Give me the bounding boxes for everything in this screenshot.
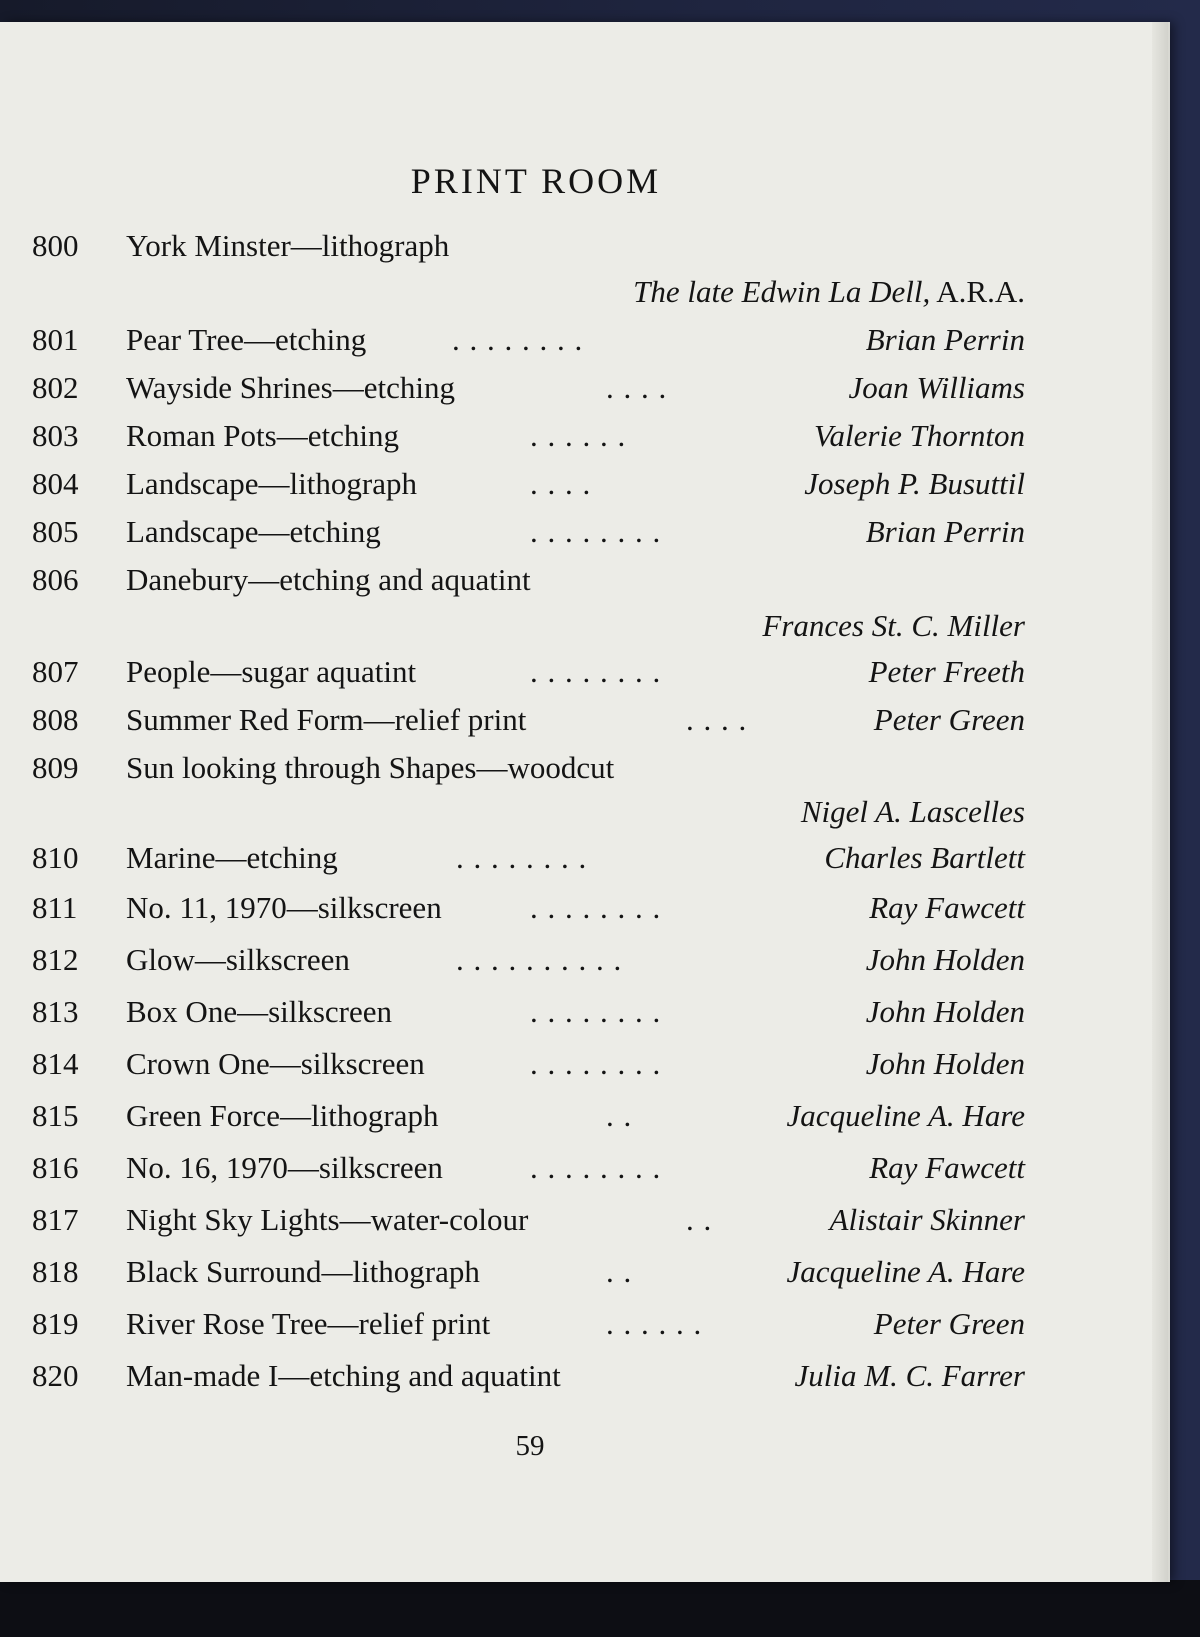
- entry-number: 818: [32, 1254, 79, 1289]
- entry-artist: Julia M. C. Farrer: [794, 1358, 1025, 1393]
- artist-name: The late Edwin La Dell,: [633, 274, 931, 309]
- catalogue-entry: [0, 1040, 1168, 1088]
- leader-dots: . . . . . . . . . .: [456, 942, 623, 977]
- entry-artist: Jacqueline A. Hare: [786, 1098, 1025, 1133]
- entry-title: Danebury—etching and aquatint: [126, 562, 531, 597]
- entry-title: Green Force—lithograph: [126, 1098, 439, 1133]
- leader-dots: . . . . . . . .: [530, 994, 662, 1029]
- entry-title: Glow—silkscreen: [126, 942, 350, 977]
- entry-title: River Rose Tree—relief print: [126, 1306, 491, 1341]
- catalogue-entry: [0, 556, 1168, 604]
- entry-artist: Valerie Thornton: [814, 418, 1025, 453]
- catalogue-entry: [0, 364, 1168, 412]
- entry-artist: [633, 268, 1025, 316]
- catalogue-entry: [0, 508, 1168, 556]
- catalogue-entry: [0, 1248, 1168, 1296]
- entry-title: Crown One—silkscreen: [126, 1046, 425, 1081]
- leader-dots: . . . . . . . .: [530, 890, 662, 925]
- background-strip: [0, 1580, 1200, 1637]
- entry-title: No. 16, 1970—silkscreen: [126, 1150, 443, 1185]
- entry-artist: Joseph P. Busuttil: [804, 466, 1025, 501]
- catalogue-entry: [0, 988, 1168, 1036]
- entry-number: 811: [32, 890, 78, 925]
- entry-number: 806: [32, 562, 79, 597]
- catalogue-entry: [0, 1092, 1168, 1140]
- entry-title: Pear Tree—etching: [126, 322, 367, 357]
- entry-title: Man-made I—etching and aquatint: [126, 1358, 561, 1393]
- entry-number: 807: [32, 654, 79, 689]
- leader-dots: . . . . . . . .: [456, 840, 588, 875]
- entry-number: 809: [32, 750, 79, 785]
- entry-number: 804: [32, 466, 79, 501]
- catalogue-entry: [0, 1352, 1168, 1400]
- entry-number: 813: [32, 994, 79, 1029]
- entry-title: People—sugar aquatint: [126, 654, 417, 689]
- entry-number: 819: [32, 1306, 79, 1341]
- entry-title: Landscape—lithograph: [126, 466, 417, 501]
- leader-dots: . . . . . .: [606, 1306, 703, 1341]
- catalogue-entry: [0, 222, 1168, 270]
- leader-dots: . . . . . . . .: [530, 1150, 662, 1185]
- catalogue-entry: [0, 1300, 1168, 1348]
- entry-artist: Frances St. C. Miller: [762, 608, 1025, 643]
- leader-dots: . . . . . .: [530, 418, 627, 453]
- artist-suffix: A.R.A.: [930, 274, 1025, 309]
- entry-artist: Peter Freeth: [868, 654, 1025, 689]
- leader-dots: . . . .: [530, 466, 592, 501]
- leader-dots: . . . . . . . .: [530, 654, 662, 689]
- page-heading: PRINT ROOM: [410, 161, 662, 201]
- entry-title: Roman Pots—etching: [126, 418, 399, 453]
- entry-artist: Nigel A. Lascelles: [800, 794, 1025, 829]
- entry-title: York Minster—lithograph: [126, 228, 450, 263]
- catalogue-entry: [0, 936, 1168, 984]
- entry-title: Marine—etching: [126, 840, 338, 875]
- catalogue-entry: [0, 412, 1168, 460]
- entry-artist: Alistair Skinner: [829, 1202, 1025, 1237]
- entry-title: Box One—silkscreen: [126, 994, 393, 1029]
- entry-number: 817: [32, 1202, 79, 1237]
- entry-title: Night Sky Lights—water-colour: [126, 1202, 529, 1237]
- entry-artist: Brian Perrin: [865, 322, 1025, 357]
- catalogue-entry: [0, 744, 1168, 792]
- catalogue-entry: [0, 1144, 1168, 1192]
- entry-artist: Jacqueline A. Hare: [786, 1254, 1025, 1289]
- entry-number: 808: [32, 702, 79, 737]
- leader-dots: . . . . . . . .: [530, 1046, 662, 1081]
- catalogue-page: [0, 22, 1168, 1582]
- entry-artist: Ray Fawcett: [869, 890, 1025, 925]
- catalogue-entry: [0, 316, 1168, 364]
- page-number: 59: [515, 1430, 545, 1462]
- catalogue-entry: [0, 834, 1168, 882]
- entry-artist: Peter Green: [873, 702, 1025, 737]
- leader-dots: . .: [606, 1098, 633, 1133]
- catalogue-entry: [0, 884, 1168, 932]
- entry-title: Summer Red Form—relief print: [126, 702, 527, 737]
- entry-number: 820: [32, 1358, 79, 1393]
- entry-artist: John Holden: [865, 994, 1025, 1029]
- entry-number: 800: [32, 228, 79, 263]
- entry-artist: Charles Bartlett: [824, 840, 1025, 875]
- entry-number: 801: [32, 322, 79, 357]
- entry-artist: John Holden: [865, 1046, 1025, 1081]
- entry-artist: Peter Green: [873, 1306, 1025, 1341]
- leader-dots: . .: [606, 1254, 633, 1289]
- leader-dots: . . . .: [686, 702, 748, 737]
- entry-number: 816: [32, 1150, 79, 1185]
- entry-number: 802: [32, 370, 79, 405]
- entry-number: 814: [32, 1046, 79, 1081]
- catalogue-entry: [0, 1196, 1168, 1244]
- leader-dots: . . . . . . . .: [530, 514, 662, 549]
- catalogue-entry: [0, 696, 1168, 744]
- catalogue-entry: [0, 648, 1168, 696]
- leader-dots: . . . . . . . .: [452, 322, 584, 357]
- entry-artist: Ray Fawcett: [869, 1150, 1025, 1185]
- entry-number: 815: [32, 1098, 79, 1133]
- entry-title: Landscape—etching: [126, 514, 381, 549]
- entry-title: No. 11, 1970—silkscreen: [126, 890, 442, 925]
- entry-artist: Joan Williams: [848, 370, 1025, 405]
- entry-number: 810: [32, 840, 79, 875]
- leader-dots: . .: [686, 1202, 713, 1237]
- catalogue-entry: [0, 460, 1168, 508]
- entry-number: 805: [32, 514, 79, 549]
- entry-number: 812: [32, 942, 79, 977]
- entry-artist: Brian Perrin: [865, 514, 1025, 549]
- entry-title: Wayside Shrines—etching: [126, 370, 455, 405]
- leader-dots: . . . .: [606, 370, 668, 405]
- page-edge: [1152, 22, 1168, 1582]
- entry-title: Black Surround—lithograph: [126, 1254, 480, 1289]
- entry-artist: John Holden: [865, 942, 1025, 977]
- entry-number: 803: [32, 418, 79, 453]
- entry-title: Sun looking through Shapes—woodcut: [126, 750, 615, 785]
